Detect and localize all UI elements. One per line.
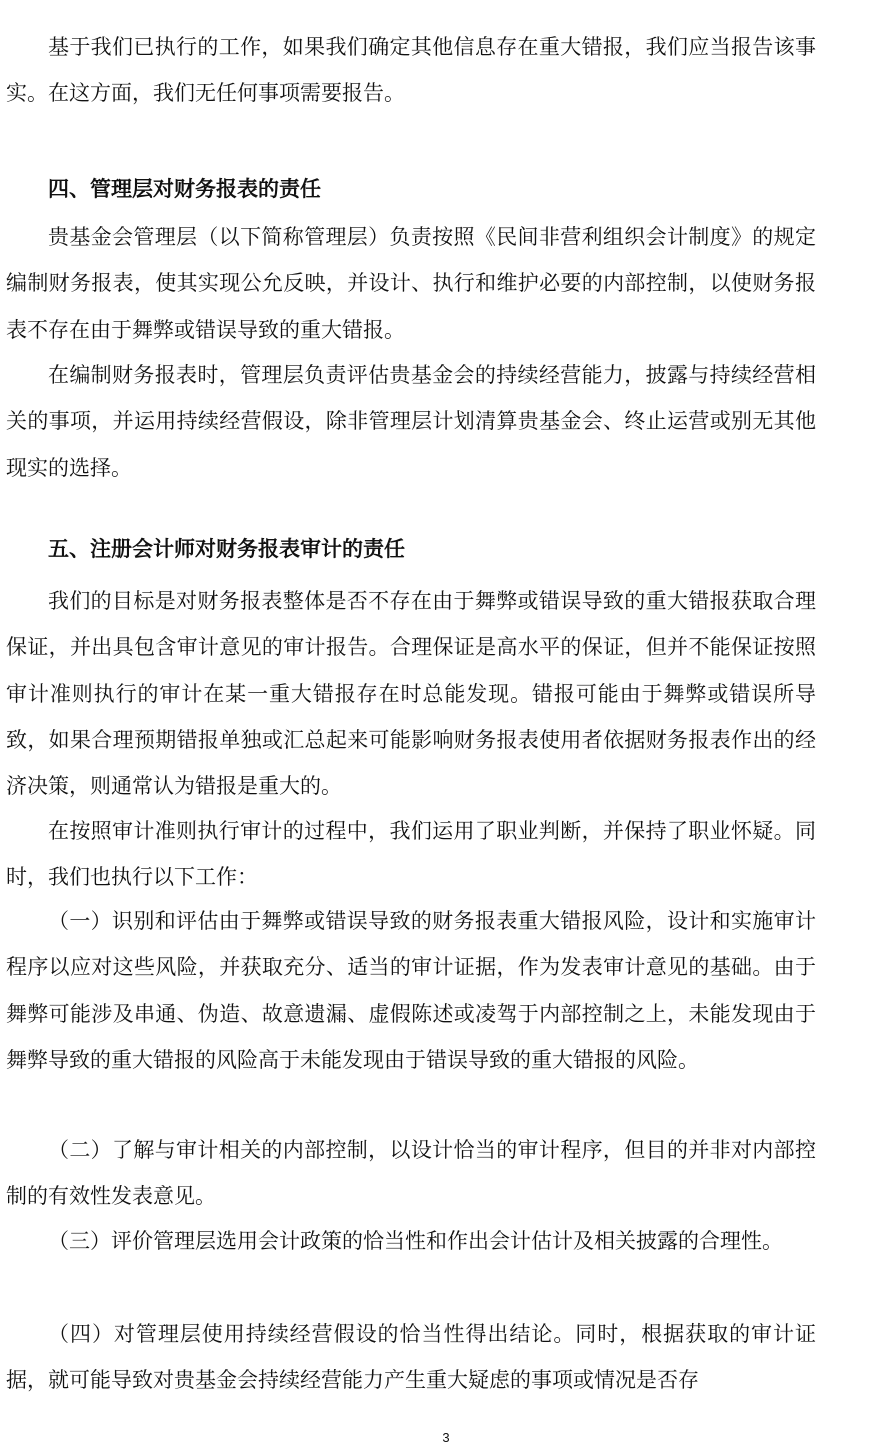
paragraph-item-1: （一）识别和评估由于舞弊或错误导致的财务报表重大错报风险，设计和实施审计程序以应对这些风险，并获取充分、适当的审计证据，作为发表审计意见的基础。由于舞弊可能涉及串通、伪造、故意遗漏、虚假陈述或凌驾于内部控制之上，未能发现由于舞弊导致的重大错报的风险高于未能发现由于错误导致的重大错报的风险。: [6, 909, 816, 1072]
paragraph-item-4: （四）对管理层使用持续经营假设的恰当性得出结论。同时，根据获取的审计证据，就可能导致对贵基金会持续经营能力产生重大疑虑的事项或情况是否存: [6, 1322, 816, 1393]
paragraph-professional-judgment: 在按照审计准则执行审计的过程中，我们运用了职业判断，并保持了职业怀疑。同时，我们也执行以下工作：: [6, 819, 816, 890]
paragraph-item-3: （三）评价管理层选用会计政策的恰当性和作出会计估计及相关披露的合理性。: [48, 1229, 783, 1253]
paragraph-item-2: （二）了解与审计相关的内部控制，以设计恰当的审计程序，但目的并非对内部控制的有效性发表意见。: [6, 1138, 816, 1209]
heading-auditor-responsibility: 五、注册会计师对财务报表审计的责任: [48, 537, 405, 561]
paragraph-audit-objective: 我们的目标是对财务报表整体是否不存在由于舞弊或错误导致的重大错报获取合理保证，并出具包含审计意见的审计报告。合理保证是高水平的保证，但并不能保证按照审计准则执行的审计在某一重大错报存在时总能发现。错报可能由于舞弊或错误所导致，如果合理预期错报单独或汇总起来可能影响财务报表使用者依据财务报表作出的经济决策，则通常认为错报是重大的。: [6, 589, 816, 799]
paragraph-other-info: 基于我们已执行的工作，如果我们确定其他信息存在重大错报，我们应当报告该事实。在这方面，我们无任何事项需要报告。: [6, 35, 816, 106]
page-number: 3: [442, 1430, 450, 1445]
heading-management-responsibility: 四、管理层对财务报表的责任: [48, 177, 321, 201]
paragraph-going-concern: 在编制财务报表时，管理层负责评估贵基金会的持续经营能力，披露与持续经营相关的事项，并运用持续经营假设，除非管理层计划清算贵基金会、终止运营或别无其他现实的选择。: [6, 363, 816, 480]
paragraph-management-responsibility: 贵基金会管理层（以下简称管理层）负责按照《民间非营利组织会计制度》的规定编制财务报表，使其实现公允反映，并设计、执行和维护必要的内部控制，以使财务报表不存在由于舞弊或错误导致的重大错报。: [6, 225, 816, 342]
